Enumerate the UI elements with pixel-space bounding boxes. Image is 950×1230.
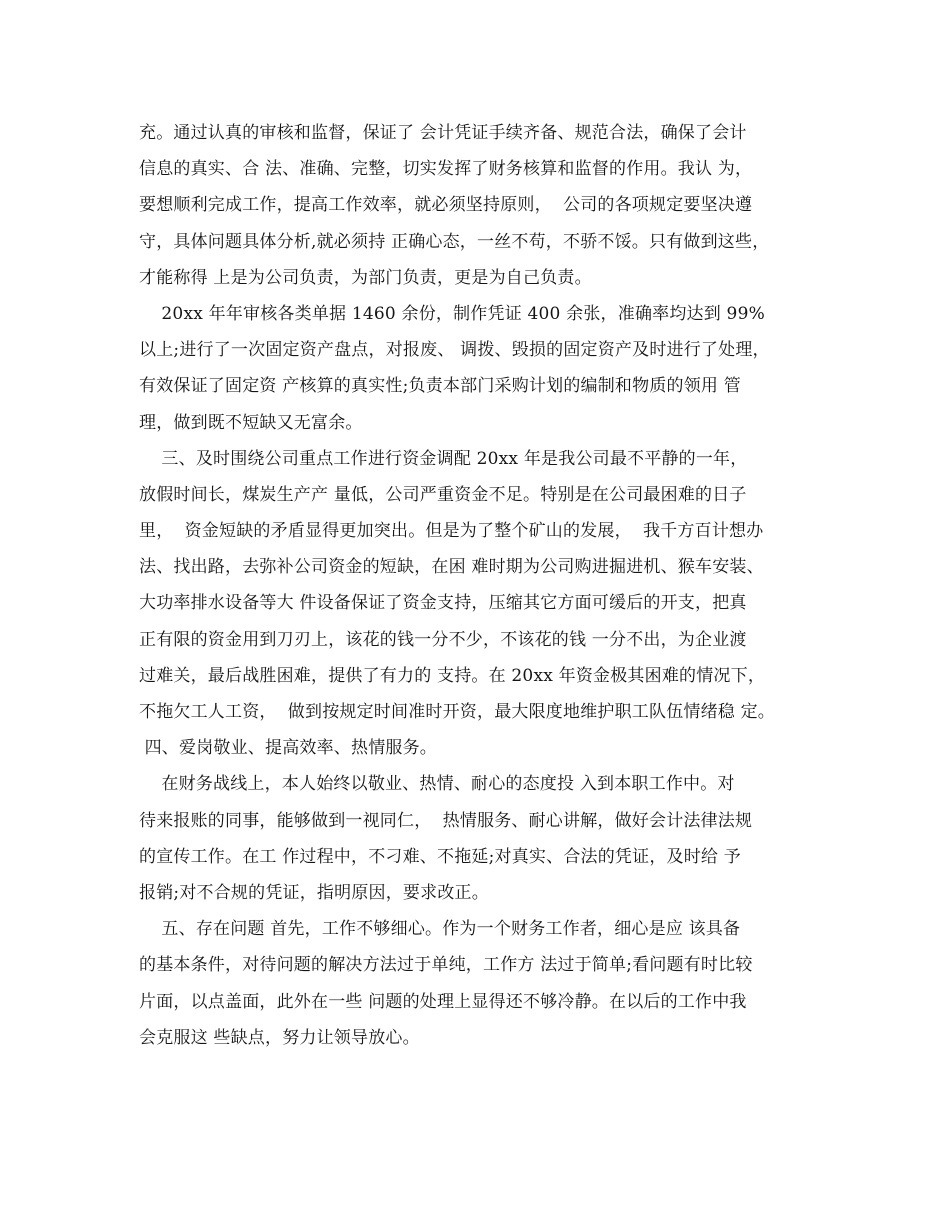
- text-line: 以上;进行了一次固定资产盘点，对报废、 调拨、毁损的固定资产及时进行了处理，: [139, 340, 770, 361]
- text-line: 会克服这 些缺点，努力让领导放心。: [139, 1027, 420, 1048]
- text-line: 法、找出路，去弥补公司资金的短缺，在困 难时期为公司购进掘进机、猴车安装、: [139, 557, 764, 578]
- text-line: 放假时间长，煤炭生产产 量低，公司严重资金不足。特别是在公司最困难的日子: [139, 484, 747, 505]
- text-line: 里， 资金短缺的矛盾显得更加突出。但是为了整个矿山的发展， 我千方百计想办: [139, 521, 764, 542]
- text-line: 不拖欠工人工资， 做到按规定时间准时开资，最大限度地维护职工队伍情绪稳 定。: [139, 702, 776, 722]
- text-line: 片面，以点盖面，此外在一些 问题的处理上显得还不够冷静。在以后的工作中我: [139, 991, 747, 1012]
- text-line: 三、及时围绕公司重点工作进行资金调配 20xx 年是我公司最不平静的一年，: [139, 448, 748, 469]
- text-line: 20xx 年年审核各类单据 1460 余份，制作凭证 400 余张，准确率均达到 99%: [139, 303, 765, 324]
- text-line: 充。通过认真的审核和监督，保证了 会计凭证手续齐备、规范合法，确保了会计: [139, 123, 747, 143]
- text-line: 过难关，最后战胜困难，提供了有力的 支持。在 20xx 年资金极其困难的情况下，: [139, 665, 766, 686]
- text-line: 报销;对不合规的凭证，指明原因，要求改正。: [139, 882, 489, 903]
- text-line: 才能称得 上是为公司负责，为部门负责，更是为自己负责。: [139, 267, 592, 288]
- text-line: 的基本条件，对待问题的解决方法过于单纯，工作方 法过于简单;看问题有时比较: [139, 955, 753, 976]
- text-line: 四、爱岗敬业、提高效率、热情服务。: [139, 738, 438, 759]
- text-line: 要想顺利完成工作，提高工作效率，就必须坚持原则， 公司的各项规定要坚决遵: [139, 195, 753, 216]
- text-line: 正有限的资金用到刀刃上，该花的钱一分不少，不该花的钱 一分不出，为企业渡: [139, 629, 747, 650]
- text-line: 理，做到既不短缺又无富余。: [139, 412, 363, 433]
- text-line: 待来报账的同事，能够做到一视同仁， 热情服务、耐心讲解，做好会计法律法规: [139, 810, 753, 831]
- text-line: 信息的真实、合 法、准确、完整，切实发挥了财务核算和监督的作用。我认 为，: [139, 159, 753, 180]
- document-body: [139, 115, 839, 1056]
- text-line: 在财务战线上，本人始终以敬业、热情、耐心的态度投 入到本职工作中。对: [139, 774, 735, 795]
- text-line: 守，具体问题具体分析,就必须持 正确心态，一丝不苟，不骄不馁。只有做到这些，: [139, 231, 770, 252]
- text-line: 大功率排水设备等大 件设备保证了资金支持，压缩其它方面可缓后的开支，把真: [139, 593, 747, 614]
- text-line: 的宣传工作。在工 作过程中，不刁难、不拖延;对真实、合法的凭证，及时给 予: [139, 846, 741, 867]
- text-line: 五、存在问题 首先，工作不够细心。作为一个财务工作者，细心是应 该具备: [139, 919, 741, 940]
- text-line: 有效保证了固定资 产核算的真实性;负责本部门采购计划的编制和物质的领用 管: [139, 376, 741, 397]
